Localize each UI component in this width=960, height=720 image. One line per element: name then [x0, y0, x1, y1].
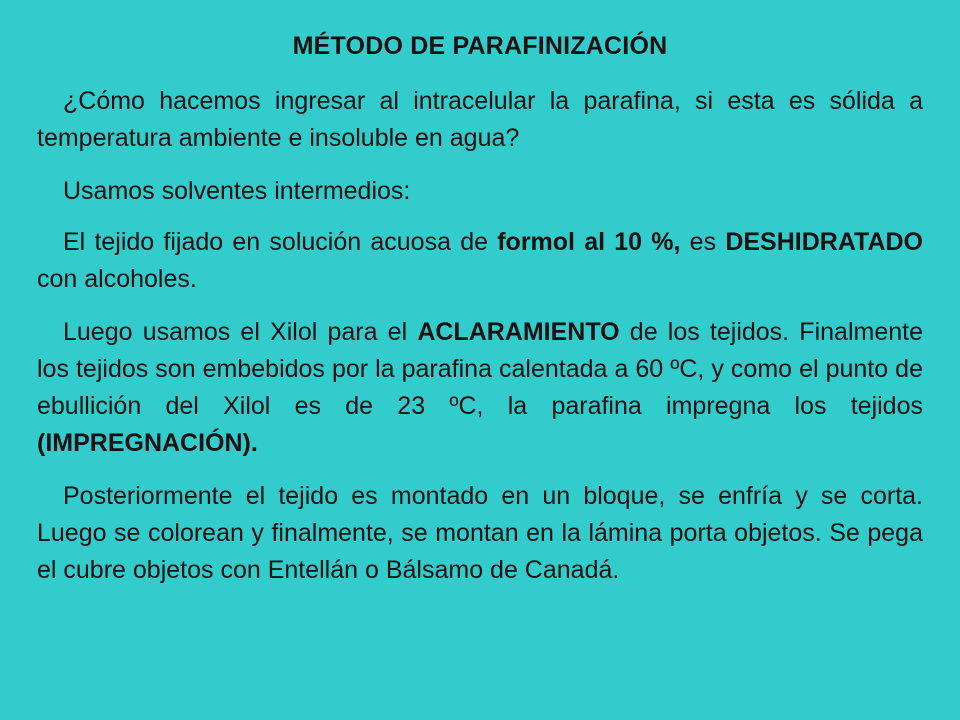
text-run: de los tejidos. Finalmente los tejidos son embebidos por la parafina calentada a 60 ºC, y como el punto de ebullición del Xilol es de 23 ºC, la parafina impregna los tejidos — [37, 318, 923, 420]
paragraph-clearing — [37, 314, 923, 462]
bold-formol: formol al 10 %, — [497, 228, 681, 256]
text-run: es — [680, 228, 726, 256]
slide-title: MÉTODO DE PARAFINIZACIÓN — [292, 32, 668, 60]
bold-aclaramiento: ACLARAMIENTO — [417, 318, 620, 346]
text-run: El tejido fijado en solución acuosa de — [63, 228, 498, 256]
paragraph-question: ¿Cómo hacemos ingresar al intracelular la parafina, si esta es sólida a temperatura ambiente e insoluble en agua? — [37, 87, 923, 152]
bold-deshidratado: DESHIDRATADO — [725, 228, 923, 256]
text-run: con alcoholes. — [37, 265, 197, 293]
bold-impregnacion: (IMPREGNACIÓN). — [37, 429, 258, 457]
paragraph-mounting: Posteriormente el tejido es montado en un bloque, se enfría y se corta. Luego se colorean y finalmente, se montan en la lámina porta objetos. Se pega el cubre objetos con Entellán o Bálsamo de Canadá. — [37, 482, 923, 584]
paragraph-solvents: Usamos solventes intermedios: — [63, 177, 411, 205]
paragraph-dehydration — [37, 224, 923, 298]
text-run: Luego usamos el Xilol para el — [63, 318, 418, 346]
